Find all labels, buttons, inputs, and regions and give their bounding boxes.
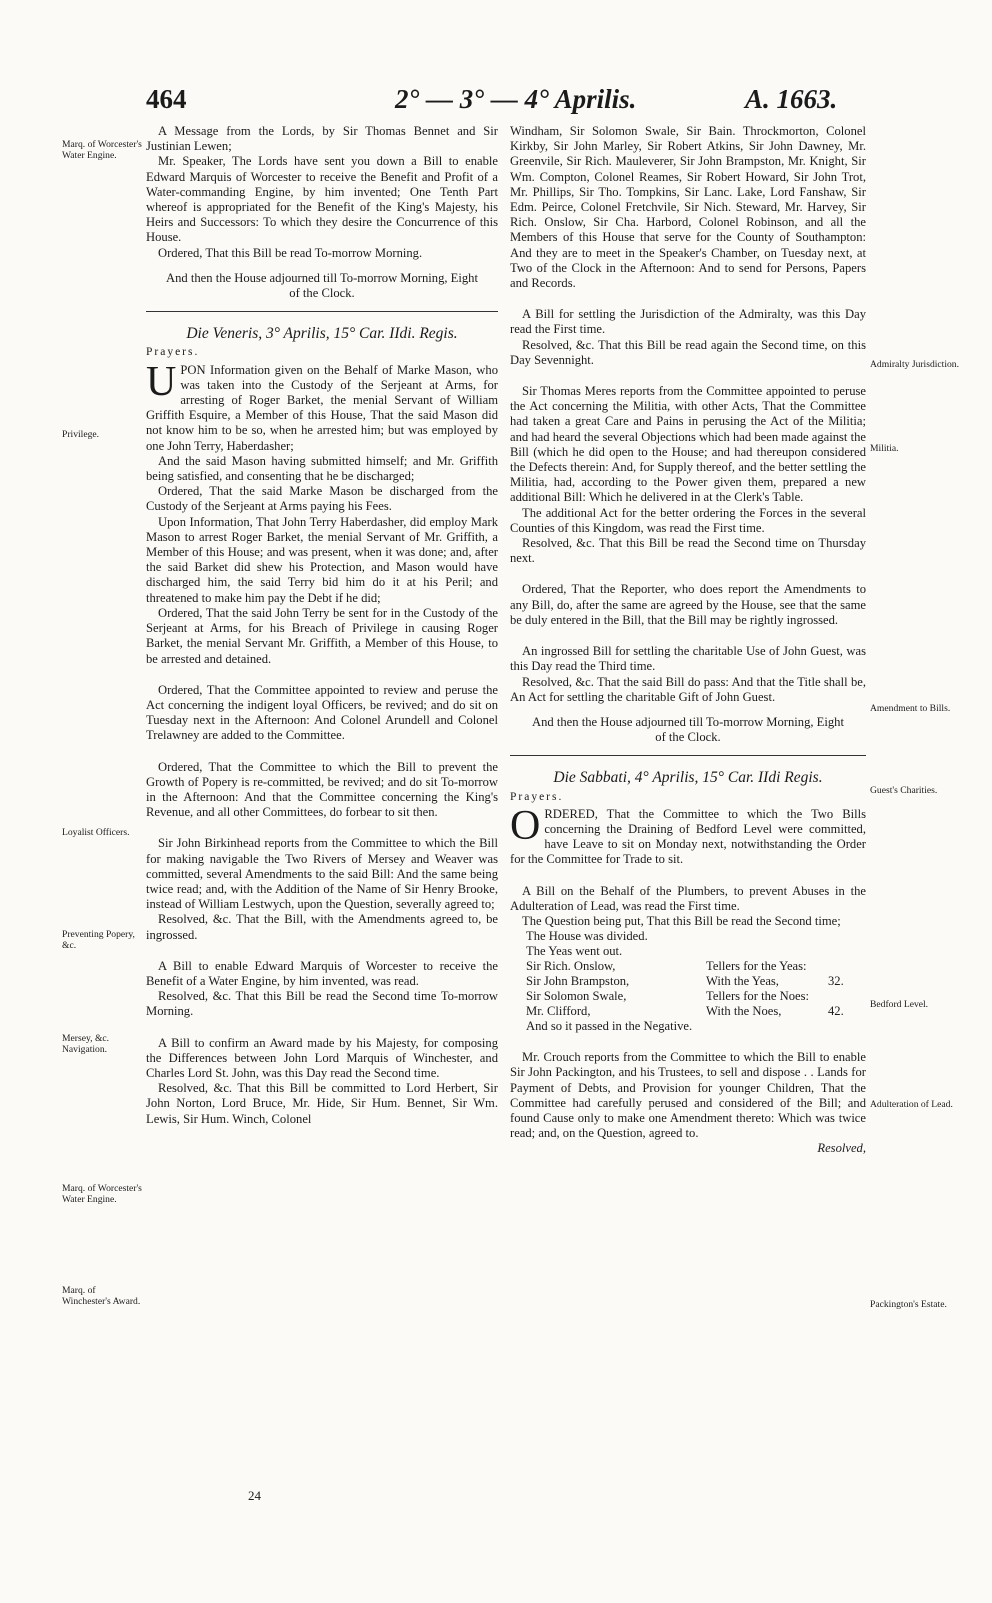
paragraph: Ordered, That the Committee to which the Bill to prevent the Growth of Popery is re-committed, be revived; and do sit To-morrow in the Afternoon: And that the Committee concerning the King's Revenue, and all other Committees, do forbear to sit then. [146, 759, 498, 820]
margin-note: Loyalist Officers. [62, 827, 130, 838]
paragraph: Mr. Speaker, The Lords have sent you down a Bill to enable Edward Marquis of Worcester to receive the Benefit and Profit of a Water-commanding Engine, by him invented; One Tenth Part whereof is appropriated for the Benefit of the King's Majesty, his Heirs and Successors: To which they desire the Concurrence of this House. [146, 154, 498, 245]
teller-row [518, 974, 866, 989]
adjournment: And then the House adjourned till To-morrow Morning, Eight of the Clock. [532, 714, 844, 745]
running-year: A. 1663. [745, 84, 838, 114]
margin-note: Guest's Charities. [870, 785, 938, 796]
paragraph: ORDERED, That the Committee to which the Two Bills concerning the Draining of Bedford Level were committed, have Leave to sit on Monday next, notwithstanding the Order for the Committee for Trade to sit. [510, 802, 866, 867]
teller-name: Sir Solomon Swale, [526, 989, 627, 1004]
margin-note: Militia. [870, 443, 899, 454]
paragraph: A Bill for settling the Jurisdiction of the Admiralty, was this Day read the First time. [510, 307, 866, 337]
margin-note: Adulteration of Lead. [870, 1099, 953, 1110]
division-line: The Yeas went out. [526, 944, 623, 959]
teller-role: Tellers for the Yeas: [706, 959, 807, 974]
paragraph: Resolved, &c. That this Bill be read the Second time To-morrow Morning. [146, 989, 498, 1019]
paragraph: Resolved, &c. That this Bill be read again the Second time, on this Day Sevennight. [510, 337, 866, 367]
division-line: The House was divided. [526, 929, 648, 944]
teller-row [518, 1004, 866, 1019]
margin-note: Privilege. [62, 429, 100, 440]
paragraph: Ordered, That this Bill be read To-morrow Morning. [158, 245, 423, 260]
paragraph: The Question being put, That this Bill be read the Second time; [522, 913, 841, 928]
teller-name: Mr. Clifford, [526, 1004, 591, 1019]
paragraph: Ordered, That the Committee appointed to review and peruse the Act concerning the indigent loyal Officers, be revived; and do sit on Tuesday next in the Afternoon: And Colonel Arundell and Colonel Trelawney are added to the Committee. [146, 682, 498, 743]
paragraph: Mr. Crouch reports from the Committee to which the Bill to enable Sir John Packington, and his Trustees, to sell and dispose . . Lands for Payment of Debts, and Provision for younger Children, That the Committee had carefully perused and considered of the Bill; and found Cause only to make one Amendment thereto: Which was twice read; and, on the Question, agreed to. [510, 1050, 866, 1141]
catchword: Resolved, [817, 1141, 866, 1156]
teller-role: Tellers for the Noes: [706, 989, 809, 1004]
margin-note: Marq. of Worcester's Water Engine. [62, 139, 142, 161]
teller-role: With the Yeas, [706, 974, 779, 989]
margin-note: Mersey, &c. Navigation. [62, 1033, 110, 1055]
margin-note: Admiralty Jurisdiction. [870, 359, 959, 370]
day-heading: Die Sabbati, 4° Aprilis, 15° Car. IIdi Regis. [553, 769, 823, 787]
page-number: 464 [146, 84, 187, 114]
signature-mark: 24 [248, 1488, 261, 1503]
drop-cap: O [510, 802, 541, 849]
margin-note: Bedford Level. [870, 999, 929, 1010]
paragraph: Resolved, &c. That this Bill be committed to Lord Herbert, Sir John Norton, Lord Bruce, Mr. Hide, Sir Hum. Bennet, Sir Wm. Lewis, Sir Hum. Winch, Colonel [146, 1081, 498, 1126]
division-record [518, 929, 866, 1034]
paragraph: Resolved, &c. That this Bill be read the Second time on Thursday next. [510, 536, 866, 566]
teller-name: Sir Rich. Onslow, [526, 959, 616, 974]
teller-name: Sir John Brampston, [526, 974, 630, 989]
paragraph: And the said Mason having submitted himself; and Mr. Griffith being satisfied, and consenting that he be discharged; [146, 453, 498, 484]
paragraph: A Bill on the Behalf of the Plumbers, to prevent Abuses in the Adulteration of Lead, was read the First time. [510, 883, 866, 913]
teller-role: With the Noes, [706, 1004, 782, 1019]
paragraph: Sir Thomas Meres reports from the Committee appointed to peruse the Act concerning the Militia, with other Acts, That the Committee had taken a great Care and Pains in perusing the Act of the Militia; and had heard the several Objections which had been made against the Bill (which he did open to the House; and had thereupon considered the Defects therein: And, for Supply thereof, and the better settling the Militia, had, according to the Power given them, prepared a new additional Bill: Which he delivered in at the Clerk's Table. [510, 384, 866, 505]
paragraph: Upon Information, That John Terry Haberdasher, did employ Mark Mason to arrest Roger Barket, the menial Servant of Mr. Griffith, a Member of this House; and was present, when it was done; and, after the said Barket did shew his Protection, and Mason would have discharged him, the said Terry bid him do it at his Peril; and threatened to make him pay the Debt if he did; [146, 514, 498, 605]
paragraph: Resolved, &c. That the said Bill do pass: And that the Title shall be, An Act for settling the charitable Gift of John Guest. [510, 674, 866, 704]
margin-note: Preventing Popery, &c. [62, 929, 135, 951]
paragraph: Ordered, That the Reporter, who does report the Amendments to any Bill, do, after the same are agreed by the House, see that the same be duly entered in the Bill, that the Bill may be rightly ingrossed. [510, 582, 866, 627]
margin-note: Packington's Estate. [870, 1299, 947, 1310]
paragraph: Resolved, &c. That the Bill, with the Amendments agreed to, be ingrossed. [146, 912, 498, 942]
page-header [0, 84, 992, 128]
prayers-label: Prayers. [510, 790, 564, 803]
paragraph: An ingrossed Bill for settling the charitable Use of John Guest, was this Day read the Third time. [510, 644, 866, 674]
running-date: 2° — 3° — 4° Aprilis. [395, 84, 637, 114]
margin-note: Marq. of Worcester's Water Engine. [62, 1183, 142, 1205]
left-column [146, 124, 498, 1127]
paragraph: The additional Act for the better ordering the Forces in the several Counties of this Kingdom, was read the First time. [510, 505, 866, 535]
drop-cap: U [146, 358, 177, 405]
prayers-label: Prayers. [146, 346, 200, 359]
teller-row [518, 989, 866, 1004]
day-heading: Die Veneris, 3° Aprilis, 15° Car. IIdi. Regis. [186, 325, 458, 343]
paragraph: Ordered, That the said John Terry be sent for in the Custody of the Serjeant at Arms, for his Breach of Privilege in causing Roger Barket, the menial Servant Mr. Griffith, a Member of this House, to be arrested and detained. [146, 605, 498, 666]
margin-note: Amendment to Bills. [870, 703, 951, 714]
paragraph: UPON Information given on the Behalf of Marke Mason, who was taken into the Custody of the Serjeant at Arms, for arresting of Roger Barket, the menial Servant of William Griffith Esquire, a Member of this House, That the said Mason did not know him to be so, when he arrested him; but was employed by one John Terry, Haberdasher; [146, 358, 498, 453]
vote-count: 42. [828, 1004, 844, 1019]
section-divider [510, 755, 866, 756]
vote-count: 32. [828, 974, 844, 989]
right-column [510, 124, 866, 1157]
paragraph: Sir John Birkinhead reports from the Committee to which the Bill for making navigable the Two Rivers of Mersey and Weaver was committed, several Amendments to the said Bill: And the same being twice read; and, with the Addition of the Name of Sir Henry Brooke, instead of William Lestwych, upon the Question, severally agreed to; [146, 836, 498, 912]
paragraph: A Bill to confirm an Award made by his Majesty, for composing the Differences between John Lord Marquis of Winchester, and Charles Lord St. John, was this Day read the Second time. [146, 1035, 498, 1080]
margin-note: Marq. of Winchester's Award. [62, 1285, 141, 1307]
adjournment: And then the House adjourned till To-morrow Morning, Eight of the Clock. [166, 270, 478, 301]
paragraph: Windham, Sir Solomon Swale, Sir Bain. Throckmorton, Colonel Kirkby, Sir John Marley, Sir Robert Atkins, Sir John Dawney, Mr. Greenvile, Sir Rich. Mauleverer, Sir John Brampston, Mr. Knight, Sir Wm. Compton, Colonel Reames, Sir Robert Howard, Sir John Trot, Mr. Phillips, Sir Tho. Tompkins, Sir Lanc. Lake, Lord Fanshaw, Sir Edm. Peirce, Colonel Fretchvile, Sir Nich. Steward, Mr. Harvey, Sir Rich. Onslow, Sir Cha. Harbord, Colonel Robinson, and all the Members of this House that serve for the County of Southampton: And they are to meet in the Speaker's Chamber, on Tuesday next, at Two of the Clock in the Afternoon: And to send for Persons, Papers and Records. [510, 124, 866, 291]
section-divider [146, 311, 498, 312]
division-line: And so it passed in the Negative. [526, 1019, 693, 1034]
paragraph: Ordered, That the said Marke Mason be discharged from the Custody of the Serjeant at Arms paying his Fees. [146, 484, 498, 514]
paragraph: A Message from the Lords, by Sir Thomas Bennet and Sir Justinian Lewen; [146, 124, 498, 154]
paragraph: A Bill to enable Edward Marquis of Worcester to receive the Benefit of a Water Engine, by him invented, was read. [146, 958, 498, 988]
teller-row [518, 959, 866, 974]
